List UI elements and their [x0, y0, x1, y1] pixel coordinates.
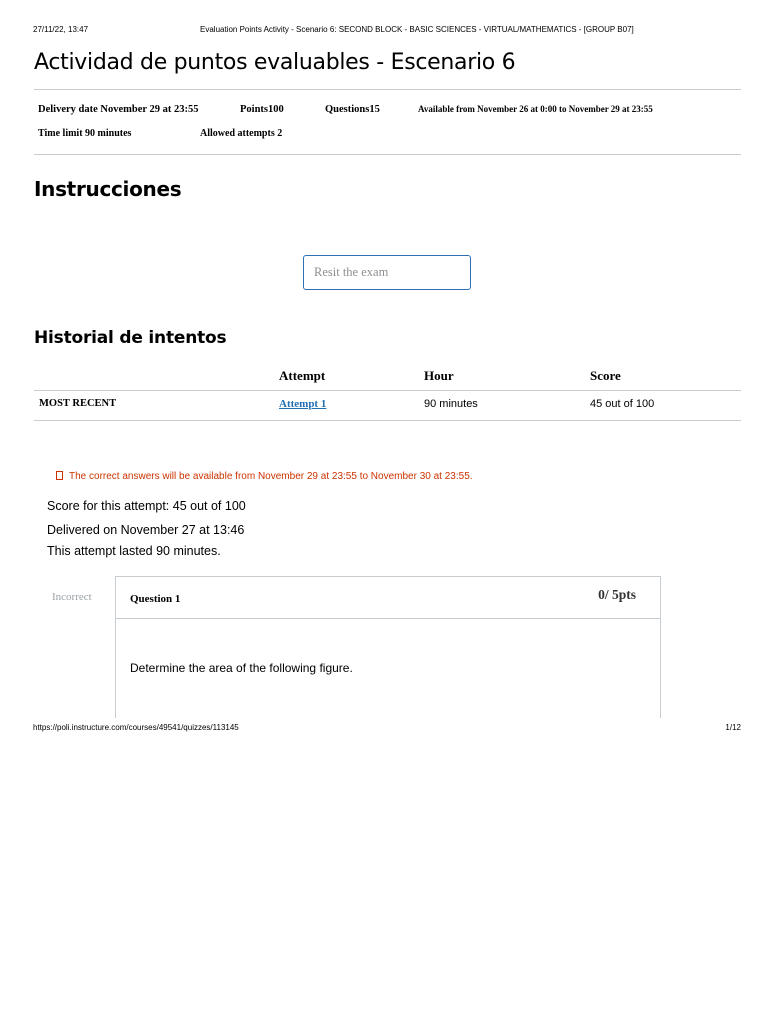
attempt-1-link[interactable]: Attempt 1 [279, 398, 327, 410]
print-date: 27/11/22, 13:47 [33, 25, 89, 34]
notice-text: The correct answers will be available from November 29 at 23:55 to November 30 at 23:55. [69, 471, 473, 482]
history-title: Historial de intentos [34, 328, 227, 348]
resit-exam-button[interactable]: Resit the exam [303, 255, 471, 290]
column-header-score: Score [590, 368, 621, 383]
time-limit: Time limit 90 minutes [38, 128, 132, 139]
row-label-most-recent: MOST RECENT [39, 398, 117, 409]
column-header-hour: Hour [424, 368, 454, 383]
question-header [116, 577, 660, 619]
question-points: 0/ 5pts [598, 587, 636, 602]
table-header-divider [34, 390, 741, 391]
column-header-attempt: Attempt [279, 368, 326, 383]
availability-window: Available from November 26 at 0:00 to November 29 at 23:55 [418, 104, 653, 114]
attempt-duration: This attempt lasted 90 minutes. [47, 544, 221, 558]
attempt-score: 45 out of 100 [590, 398, 655, 410]
divider-top [34, 89, 741, 90]
delivery-date: Delivery date November 29 at 23:55 [38, 104, 199, 115]
instructions-title: Instrucciones [34, 177, 182, 201]
table-bottom-divider [34, 420, 741, 421]
question-status: Incorrect [52, 591, 92, 603]
attempt-hour: 90 minutes [424, 398, 478, 410]
attempt-score-summary: Score for this attempt: 45 out of 100 [47, 499, 246, 513]
page-title: Actividad de puntos evaluables - Escenario 6 [34, 50, 516, 75]
answers-availability-notice [56, 471, 473, 482]
footer-url: https://poli.instructure.com/courses/49541/quizzes/113145 [33, 723, 239, 732]
question-text: Determine the area of the following figure. [130, 661, 353, 675]
page-number: 1/12 [725, 723, 741, 732]
print-title: Evaluation Points Activity - Scenario 6: SECOND BLOCK - BASIC SCIENCES - VIRTUAL/MATHEMATICS - [GROUP B07] [200, 25, 634, 34]
print-header [33, 25, 743, 37]
delivered-on: Delivered on November 27 at 13:46 [47, 523, 245, 537]
allowed-attempts: Allowed attempts 2 [200, 128, 283, 139]
questions-count: Questions15 [325, 104, 380, 115]
points-total: Points100 [240, 104, 284, 115]
question-name: Question 1 [130, 593, 181, 605]
question-card [115, 576, 661, 718]
warning-icon [56, 471, 63, 480]
divider-meta [34, 154, 741, 155]
